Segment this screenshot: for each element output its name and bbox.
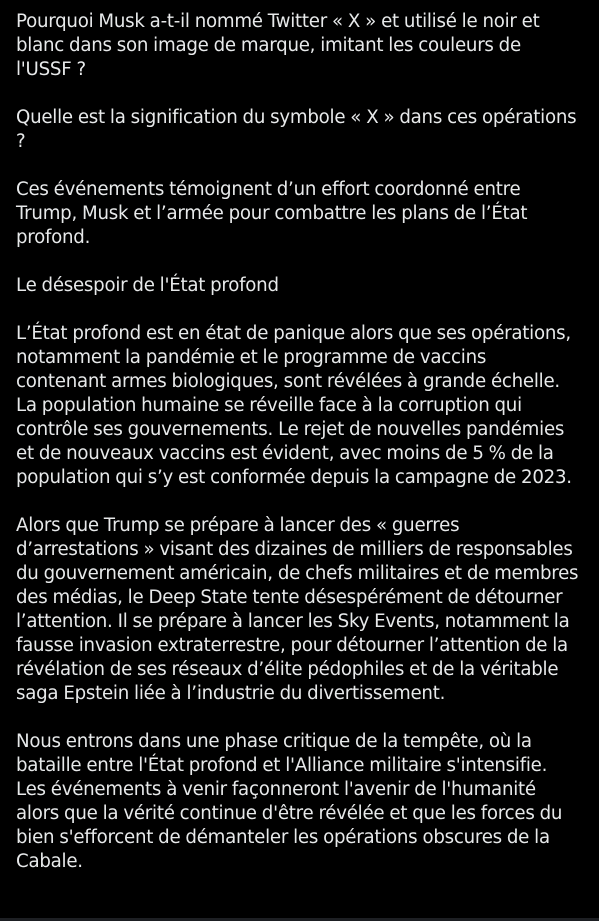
paragraph-critical-phase: Nous entrons dans une phase critique de la tempête, où la bataille entre l'État profond et l'Alliance militaire s'intensifie. Les événements à venir façonneront l'avenir de l'humanité alors que la vérité continue d'être révélée et que les forces du bien s'efforcent de démanteler les opérations obscures de la Cabale. bbox=[16, 731, 563, 872]
section-heading: Le désespoir de l'État profond bbox=[16, 275, 279, 296]
paragraph-coordinated-effort: Ces événements témoignent d’un effort coordonné entre Trump, Musk et l’armée pour combattre les plans de l’État profond. bbox=[16, 179, 528, 248]
paragraph-question-x-branding: Pourquoi Musk a-t-il nommé Twitter « X » et utilisé le noir et blanc dans son image de marque, imitant les couleurs de l'USSF ? bbox=[16, 11, 540, 80]
paragraph-deep-state-panic: L’État profond est en état de panique alors que ses opérations, notamment la pandémie et le programme de vaccins contenant armes biologiques, sont révélées à grande échelle. La population humaine se réveille face à la corruption qui contrôle ses gouvernements. Le rejet de nouvelles pandémies et de nouveaux vaccins est évident, avec moins de 5 % de la population qui s’y est conformée depuis la campagne de 2023. bbox=[16, 323, 572, 488]
paragraph-arrest-wars: Alors que Trump se prépare à lancer des « guerres d’arrestations » visant des dizaines de milliers de responsables du gouvernement américain, de chefs militaires et de membres des médias, le Deep State tente désespérément de détourner l’attention. Il se prépare à lancer les Sky Events, notamment la fausse invasion extraterrestre, pour détourner l’attention de la révélation de ses réseaux d’élite pédophiles et de la véritable saga Epstein liée à l’industrie du divertissement. bbox=[16, 515, 579, 704]
paragraph-question-x-symbol: Quelle est la signification du symbole « X » dans ces opérations ? bbox=[16, 107, 577, 152]
